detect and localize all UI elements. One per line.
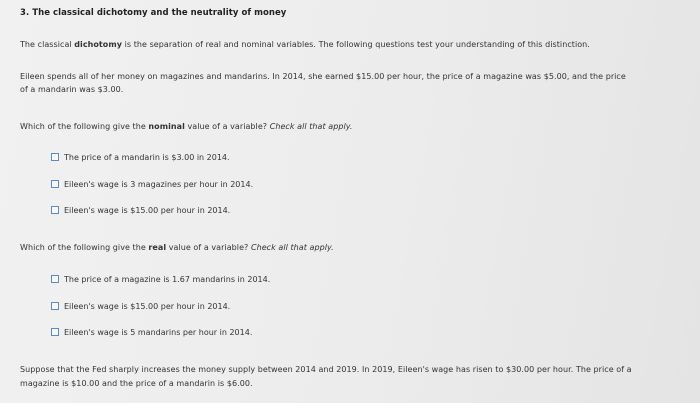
checkbox[interactable]: [51, 328, 59, 336]
intro-text-pre: The classical: [20, 40, 75, 49]
scenario-line-1: Eileen spends all of her money on magazines and mandarins. In 2014, she earned $15.00 per hour, the price of a magazine was $5.00, and the price: [20, 72, 626, 81]
checkbox[interactable]: [51, 275, 59, 283]
q1-option-3[interactable]: [51, 204, 230, 216]
q1-option-1-label: The price of a mandarin is $3.00 in 2014.: [64, 152, 230, 162]
followup-line-2: magazine is $10.00 and the price of a mandarin is $6.00.: [20, 379, 253, 388]
q1-prompt-pre: Which of the following give the: [20, 122, 149, 131]
checkbox[interactable]: [51, 180, 59, 188]
section-title: 3. The classical dichotomy and the neutrality of money: [20, 8, 287, 18]
q1-option-2-label: Eileen's wage is 3 magazines per hour in 2014.: [64, 179, 254, 189]
scenario-line-2: of a mandarin was $3.00.: [20, 85, 124, 94]
q2-option-3-label: Eileen's wage is 5 mandarins per hour in 2014.: [64, 327, 253, 337]
question-2-prompt: [20, 242, 334, 254]
q2-option-1-label: The price of a magazine is 1.67 mandarins in 2014.: [64, 274, 271, 284]
q1-option-1[interactable]: [51, 151, 230, 163]
q1-option-3-label: Eileen's wage is $15.00 per hour in 2014.: [64, 205, 231, 215]
question-1-prompt: [20, 121, 353, 133]
q1-prompt-instruction: Check all that apply.: [269, 122, 353, 131]
q2-option-2-label: Eileen's wage is $15.00 per hour in 2014.: [64, 301, 231, 311]
checkbox[interactable]: [51, 302, 59, 310]
q2-prompt-instruction: Check all that apply.: [250, 243, 334, 252]
followup-line-1: Suppose that the Fed sharply increases the money supply between 2014 and 2019. In 2019, Eileen's wage has risen to $30.00 per hour. The price of a: [20, 365, 632, 374]
q2-prompt-bold: real: [148, 243, 167, 252]
q1-prompt-mid: value of a variable?: [184, 122, 270, 131]
intro-text-bold: dichotomy: [74, 40, 123, 49]
intro-text-post: is the separation of real and nominal variables. The following questions test your understanding of this distinction.: [122, 40, 590, 49]
checkbox[interactable]: [51, 206, 59, 214]
q1-option-2[interactable]: [51, 178, 253, 190]
q2-prompt-pre: Which of the following give the: [20, 243, 149, 252]
checkbox[interactable]: [51, 153, 59, 161]
q2-prompt-mid: value of a variable?: [166, 243, 251, 252]
q1-prompt-bold: nominal: [148, 122, 185, 131]
q2-option-3[interactable]: [51, 326, 252, 338]
q2-option-1[interactable]: [51, 273, 270, 285]
q2-option-2[interactable]: [51, 300, 230, 312]
intro-text: [20, 39, 590, 51]
